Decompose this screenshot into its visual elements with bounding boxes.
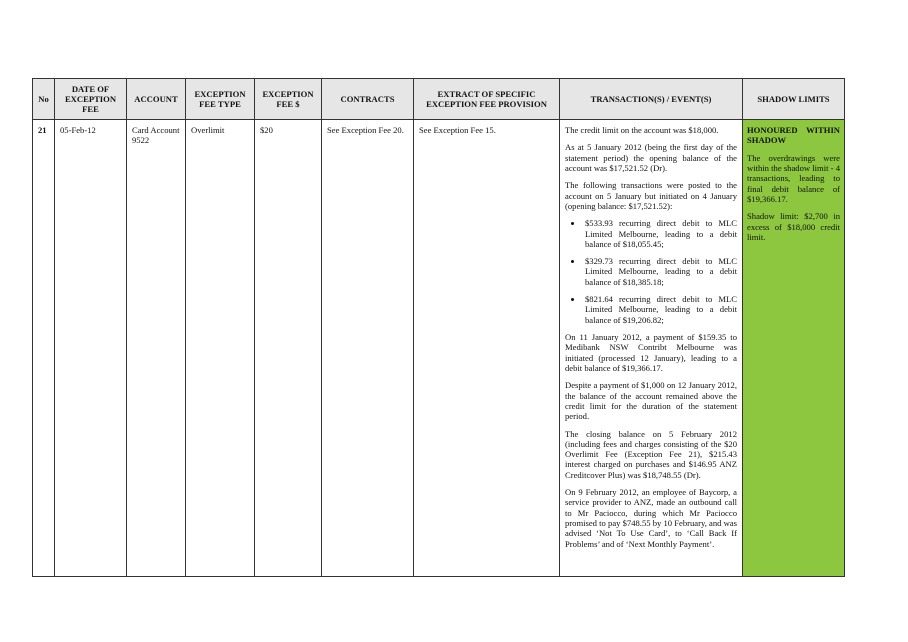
table-header-row (33, 79, 845, 120)
tx-paragraph: On 9 February 2012, an employee of Baycorp, a service provider to ANZ, made an outbound call to Mr Paciocco, during which Mr Paciocco promised to pay $748.55 by 10 February, and was advised ‘Not To Use Card’, to ‘Call Back If Problems’ and of ‘Next Monthly Payment’. (565, 487, 737, 549)
header-shadow-limits: SHADOW LIMITS (743, 79, 845, 120)
list-item: • $533.93 recurring direct debit to MLC Limited Melbourne, leading to a debit balance of $18,055.45; (583, 218, 737, 249)
header-contracts: CONTRACTS (322, 79, 414, 120)
exception-fee-table (32, 78, 845, 577)
cell-fee-amount: $20 (255, 120, 322, 577)
cell-contracts: See Exception Fee 20. (322, 120, 414, 577)
cell-extract: See Exception Fee 15. (414, 120, 560, 577)
tx-paragraph: As at 5 January 2012 (being the first day of the statement period) the opening balance of the account was $17,521.52 (Dr). (565, 142, 737, 173)
tx-paragraph: The closing balance on 5 February 2012 (including fees and charges consisting of the $20 Overlimit Fee (Exception Fee 21), $215.43 interest charged on purchases and $146.95 ANZ Creditcover Plus) was $18,748.55 (Dr). (565, 428, 737, 480)
cell-shadow-limits (743, 120, 845, 577)
cell-no: 21 (33, 120, 55, 577)
cell-account: Card Account 9522 (127, 120, 186, 577)
tx-paragraph: The following transactions were posted to the account on 5 January but initiated on 4 January (opening balance: $17,521.52): (565, 180, 737, 211)
shadow-paragraph: The overdrawings were within the shadow limit - 4 transactions, leading to final debit balance of $19,366.17. (747, 152, 840, 204)
header-date: DATE OF EXCEPTION FEE (55, 79, 127, 120)
header-fee-amount: EXCEPTION FEE $ (255, 79, 322, 120)
header-no: No (33, 79, 55, 120)
cell-fee-type: Overlimit (186, 120, 255, 577)
shadow-status-heading: HONOURED WITHIN SHADOW (747, 125, 840, 146)
tx-bullet-list (565, 218, 737, 325)
header-account: ACCOUNT (127, 79, 186, 120)
header-fee-type: EXCEPTION FEE TYPE (186, 79, 255, 120)
header-extract: EXTRACT OF SPECIFIC EXCEPTION FEE PROVISION (414, 79, 560, 120)
list-item: • $821.64 recurring direct debit to MLC Limited Melbourne, leading to a debit balance of $19,206.82; (583, 294, 737, 325)
tx-paragraph: On 11 January 2012, a payment of $159.35 to Medibank NSW Contribt Melbourne was initiated (processed 12 January), leading to a debit balance of $19,366.17. (565, 332, 737, 373)
tx-paragraph: The credit limit on the account was $18,000. (565, 125, 719, 135)
header-transactions: TRANSACTION(S) / EVENT(S) (560, 79, 743, 120)
table-row (33, 120, 845, 577)
list-item: • $329.73 recurring direct debit to MLC Limited Melbourne, leading to a debit balance of $18,385.18; (583, 256, 737, 287)
cell-date: 05-Feb-12 (55, 120, 127, 577)
shadow-paragraph: Shadow limit: $2,700 in excess of $18,000 credit limit. (747, 211, 840, 242)
cell-transactions (560, 120, 743, 577)
tx-paragraph: Despite a payment of $1,000 on 12 January 2012, the balance of the account remained above the credit limit for the duration of the statement period. (565, 380, 737, 422)
